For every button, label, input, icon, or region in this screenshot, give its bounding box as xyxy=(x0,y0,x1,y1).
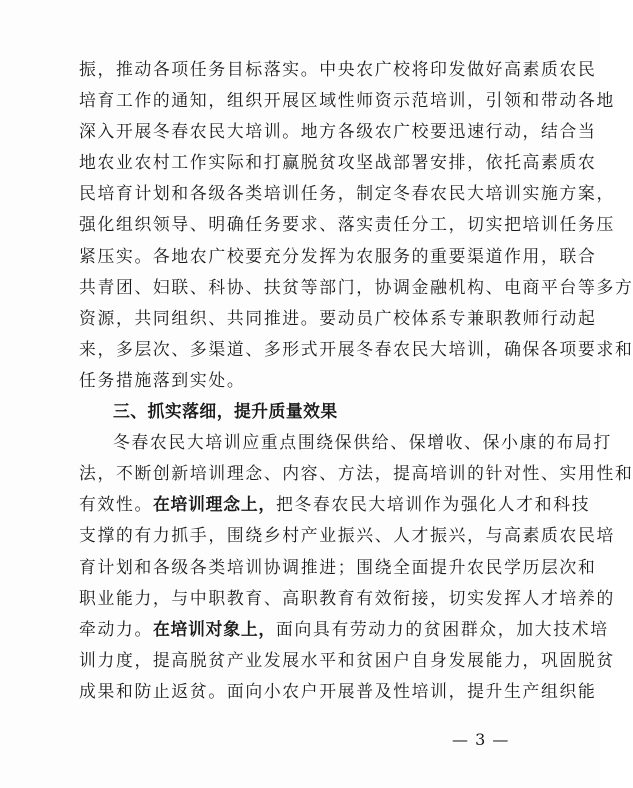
text-line: 资源，共同组织、共同推进。要动员广校体系专兼职教师行动起 xyxy=(79,307,597,328)
text-line: 来，多层次、多渠道、多形式开展冬春农民大培训，确保各项要求和 xyxy=(79,338,633,359)
text-line: 强化组织领导、明确任务要求、落实责任分工，切实把培训任务压 xyxy=(79,214,615,235)
text-line: 振，推动各项任务目标落实。中央农广校将印发做好高素质农民 xyxy=(79,59,597,79)
text-run: 有效性。 xyxy=(79,494,153,515)
text-line: 共青团、妇联、科协、扶贫等部门，协调金融机构、电商平台等多方 xyxy=(79,276,633,297)
text-line: 民培育计划和各级各类培训任务，制定冬春农民大培训实施方案， xyxy=(79,183,615,204)
text-run: 把冬春农民大培训作为强化人才和科技 xyxy=(276,494,591,515)
bold-phrase: 在培训理念上， xyxy=(152,494,277,515)
text-line: 冬春农民大培训应重点围绕保供给、保增收、保小康的布局打 xyxy=(113,432,612,453)
text-line: 育计划和各级各类培训协调推进；围绕全面提升农民学历层次和 xyxy=(79,556,597,577)
text-line: 深入开展冬春农民大培训。地方各级农广校要迅速行动，结合当 xyxy=(79,121,597,142)
text-line: 培育工作的通知，组织开展区域性师资示范培训，引领和带动各地 xyxy=(79,90,615,111)
text-line: 法，不断创新培训理念、内容、方法，提高培训的针对性、实用性和 xyxy=(79,463,633,484)
paragraph-2 xyxy=(79,427,633,707)
text-line xyxy=(79,614,609,645)
text-run: 牵动力。 xyxy=(79,618,153,639)
bold-phrase: 在培训对象上， xyxy=(152,618,277,639)
page-number: — 3 — xyxy=(452,730,510,749)
paragraph-1 xyxy=(79,54,633,396)
text-line: 职业能力，与中职教育、高职教育有效衔接，切实发挥人才培养的 xyxy=(79,587,615,608)
text-run: 面向具有劳动力的贫困群众，加大技术培 xyxy=(276,618,609,639)
text-line: 地农业农村工作实际和打赢脱贫攻坚战部署安排，依托高素质农 xyxy=(79,152,597,173)
text-line xyxy=(79,489,591,520)
text-line: 支撑的有力抓手，围绕乡村产业振兴、人才振兴，与高素质农民培 xyxy=(79,525,615,546)
document-body xyxy=(79,54,633,707)
section-heading: 三、抓实落细，提升质量效果 xyxy=(113,401,338,422)
text-line: 成果和防止返贫。面向小农户开展普及性培训，提升生产组织能 xyxy=(79,680,597,701)
text-line: 紧压实。各地农广校要充分发挥为农服务的重要渠道作用，联合 xyxy=(79,245,597,266)
text-line: 任务措施落到实处。 xyxy=(79,369,246,390)
text-line: 训力度，提高脱贫产业发展水平和贫困户自身发展能力，巩固脱贫 xyxy=(79,649,615,670)
